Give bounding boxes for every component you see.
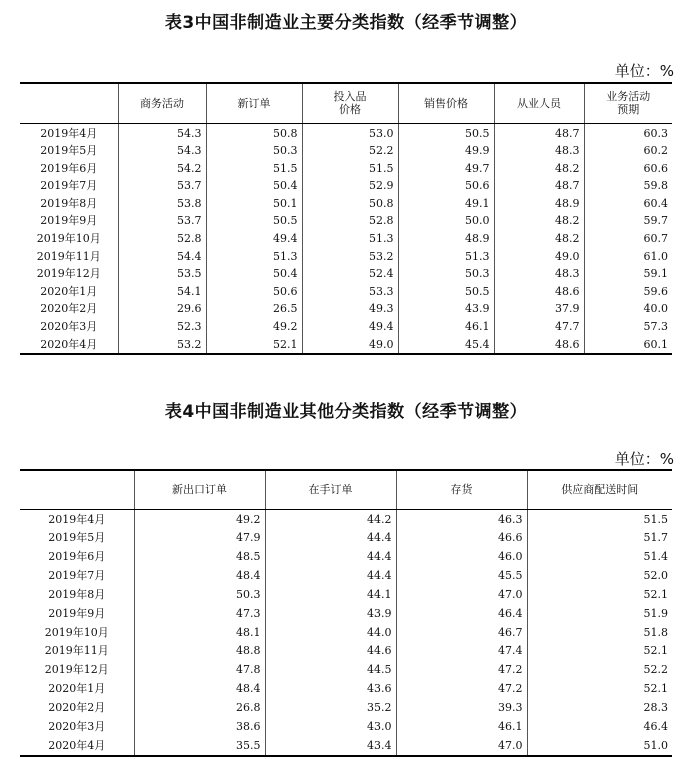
table-cell: 43.4	[265, 737, 396, 757]
table-cell: 61.0	[584, 248, 672, 266]
table-cell: 52.1	[527, 680, 672, 699]
table-cell: 54.3	[118, 142, 206, 160]
row-month-label: 2019年12月	[44, 663, 109, 677]
table-cell: 53.8	[118, 195, 206, 213]
table-cell: 53.3	[302, 283, 398, 301]
table-cell: 44.5	[265, 661, 396, 680]
table-row	[20, 195, 672, 213]
row-month-label: 2020年4月	[48, 738, 106, 752]
table-cell: 50.1	[206, 195, 302, 213]
table-cell: 35.5	[134, 737, 265, 757]
table-row	[20, 318, 672, 336]
row-month-label: 2019年9月	[48, 606, 106, 620]
table-cell: 44.2	[265, 509, 396, 529]
row-month-label: 2019年4月	[40, 126, 98, 140]
table-cell: 51.5	[527, 509, 672, 529]
table3-column-header: 投入品 价格	[302, 83, 398, 123]
table3-column-header: 商务活动	[118, 83, 206, 123]
table-cell: 54.1	[118, 283, 206, 301]
table-row	[20, 548, 672, 567]
table-cell: 44.6	[265, 642, 396, 661]
table-cell: 46.1	[398, 318, 494, 336]
row-month-label: 2019年7月	[40, 179, 98, 193]
table-row	[20, 300, 672, 318]
row-month-label: 2019年4月	[48, 512, 106, 526]
table-cell: 48.7	[494, 123, 584, 142]
table4	[20, 469, 672, 757]
table-cell: 48.2	[494, 212, 584, 230]
row-month-label: 2020年4月	[40, 337, 98, 351]
table3-unit-label: 单位：%	[614, 62, 674, 80]
table-cell: 26.5	[206, 300, 302, 318]
table-cell: 44.4	[265, 567, 396, 586]
table-cell: 48.8	[134, 642, 265, 661]
row-month-label: 2019年8月	[40, 196, 98, 210]
table-cell: 50.8	[302, 195, 398, 213]
table-row	[20, 509, 672, 529]
table-row	[20, 248, 672, 266]
table-cell: 52.0	[527, 567, 672, 586]
table3-header	[20, 83, 672, 123]
table-cell: 47.3	[134, 605, 265, 624]
table-cell: 59.1	[584, 265, 672, 283]
table-cell: 48.3	[494, 142, 584, 160]
table-cell: 53.7	[118, 212, 206, 230]
table-cell: 60.7	[584, 230, 672, 248]
table-row	[20, 123, 672, 142]
table-cell: 46.4	[396, 605, 527, 624]
table3-column-header: 新订单	[206, 83, 302, 123]
table-cell: 49.9	[398, 142, 494, 160]
row-month-label: 2019年10月	[44, 625, 109, 639]
table3	[20, 82, 672, 355]
table-cell: 53.2	[302, 248, 398, 266]
table-cell: 48.2	[494, 160, 584, 178]
row-month-label: 2019年11月	[44, 644, 109, 658]
table-cell: 50.6	[398, 177, 494, 195]
table-cell: 50.8	[206, 123, 302, 142]
row-month-label: 2019年5月	[40, 144, 98, 158]
row-month-label: 2020年3月	[40, 320, 98, 334]
table-row	[20, 586, 672, 605]
table-cell: 45.5	[396, 567, 527, 586]
row-month-label: 2020年2月	[48, 700, 106, 714]
table-cell: 44.4	[265, 548, 396, 567]
table-cell: 49.0	[302, 336, 398, 355]
table-cell: 52.8	[118, 230, 206, 248]
table-row	[20, 567, 672, 586]
table-row	[20, 605, 672, 624]
table4-column-header: 新出口订单	[134, 470, 265, 509]
table-cell: 46.0	[396, 548, 527, 567]
table3-title: 表3中国非制造业主要分类指数（经季节调整）	[164, 13, 528, 33]
table-cell: 43.6	[265, 680, 396, 699]
table-cell: 57.3	[584, 318, 672, 336]
table-cell: 46.1	[396, 718, 527, 737]
table-cell: 59.6	[584, 283, 672, 301]
table-cell: 52.3	[118, 318, 206, 336]
row-month-label: 2019年6月	[40, 161, 98, 175]
table-cell: 52.9	[302, 177, 398, 195]
table3-column-header: 从业人员	[494, 83, 584, 123]
table-cell: 49.4	[302, 318, 398, 336]
table-cell: 50.5	[206, 212, 302, 230]
table4-column-header: 存货	[396, 470, 527, 509]
table-cell: 53.7	[118, 177, 206, 195]
table-row	[20, 737, 672, 757]
table-row	[20, 160, 672, 178]
table-cell: 54.3	[118, 123, 206, 142]
table4-title: 表4中国非制造业其他分类指数（经季节调整）	[164, 402, 528, 422]
table-cell: 46.4	[527, 718, 672, 737]
table-cell: 49.7	[398, 160, 494, 178]
table-cell: 28.3	[527, 699, 672, 718]
table-cell: 60.1	[584, 336, 672, 355]
table-cell: 52.8	[302, 212, 398, 230]
table-cell: 50.4	[206, 265, 302, 283]
table-cell: 50.3	[206, 142, 302, 160]
table-cell: 47.2	[396, 661, 527, 680]
row-month-label: 2019年9月	[40, 214, 98, 228]
table-cell: 51.9	[527, 605, 672, 624]
table4-body	[20, 509, 672, 756]
table3-column-header: 业务活动 预期	[584, 83, 672, 123]
table-cell: 49.2	[134, 509, 265, 529]
table3-body	[20, 123, 672, 354]
table-cell: 50.3	[134, 586, 265, 605]
row-month-label: 2020年1月	[48, 682, 106, 696]
table4-header-row	[20, 470, 672, 509]
table-row	[20, 336, 672, 355]
row-month-label: 2019年10月	[36, 232, 101, 246]
table-row	[20, 529, 672, 548]
row-month-label: 2019年7月	[48, 569, 106, 583]
table-cell: 54.2	[118, 160, 206, 178]
table-cell: 53.2	[118, 336, 206, 355]
table-cell: 50.5	[398, 123, 494, 142]
table-cell: 52.1	[527, 586, 672, 605]
table-row	[20, 142, 672, 160]
table-cell: 46.3	[396, 509, 527, 529]
table-cell: 52.2	[302, 142, 398, 160]
table-row	[20, 230, 672, 248]
table-cell: 48.3	[494, 265, 584, 283]
table-cell: 60.6	[584, 160, 672, 178]
table-cell: 51.5	[302, 160, 398, 178]
table-row	[20, 661, 672, 680]
table-cell: 48.4	[134, 567, 265, 586]
table-cell: 49.4	[206, 230, 302, 248]
table4-unit-label: 单位：%	[614, 450, 674, 468]
table-cell: 43.9	[398, 300, 494, 318]
table-cell: 59.7	[584, 212, 672, 230]
table-cell: 44.0	[265, 624, 396, 643]
table-row	[20, 680, 672, 699]
row-month-label: 2019年5月	[48, 531, 106, 545]
table-cell: 50.3	[398, 265, 494, 283]
table-cell: 51.3	[302, 230, 398, 248]
table4-column-header	[20, 470, 134, 509]
table-cell: 47.4	[396, 642, 527, 661]
table-cell: 47.0	[396, 737, 527, 757]
table-row	[20, 718, 672, 737]
table-cell: 44.1	[265, 586, 396, 605]
table-cell: 47.2	[396, 680, 527, 699]
table-cell: 46.7	[396, 624, 527, 643]
table-row	[20, 699, 672, 718]
table-cell: 54.4	[118, 248, 206, 266]
table-cell: 47.7	[494, 318, 584, 336]
table-cell: 52.1	[206, 336, 302, 355]
table-cell: 49.0	[494, 248, 584, 266]
table-cell: 60.4	[584, 195, 672, 213]
table-cell: 48.9	[494, 195, 584, 213]
row-month-label: 2019年8月	[48, 587, 106, 601]
table-cell: 43.9	[265, 605, 396, 624]
table-cell: 51.5	[206, 160, 302, 178]
table-cell: 37.9	[494, 300, 584, 318]
table-cell: 26.8	[134, 699, 265, 718]
table-cell: 43.0	[265, 718, 396, 737]
table-cell: 52.4	[302, 265, 398, 283]
table-cell: 35.2	[265, 699, 396, 718]
table-cell: 49.2	[206, 318, 302, 336]
table-cell: 53.0	[302, 123, 398, 142]
table-row	[20, 212, 672, 230]
table4-column-header: 在手订单	[265, 470, 396, 509]
table3-column-header: 销售价格	[398, 83, 494, 123]
table-cell: 40.0	[584, 300, 672, 318]
row-month-label: 2020年1月	[40, 284, 98, 298]
table-cell: 39.3	[396, 699, 527, 718]
table-cell: 51.7	[527, 529, 672, 548]
table-cell: 50.4	[206, 177, 302, 195]
table-row	[20, 283, 672, 301]
table-cell: 45.4	[398, 336, 494, 355]
table-cell: 51.8	[527, 624, 672, 643]
table-cell: 60.2	[584, 142, 672, 160]
row-month-label: 2019年12月	[36, 267, 101, 281]
table-cell: 47.8	[134, 661, 265, 680]
table-cell: 51.3	[206, 248, 302, 266]
table-cell: 52.2	[527, 661, 672, 680]
table-cell: 46.6	[396, 529, 527, 548]
table-cell: 48.9	[398, 230, 494, 248]
table-row	[20, 642, 672, 661]
table4-column-header: 供应商配送时间	[527, 470, 672, 509]
table-row	[20, 624, 672, 643]
table-cell: 48.5	[134, 548, 265, 567]
table-cell: 52.1	[527, 642, 672, 661]
table-cell: 44.4	[265, 529, 396, 548]
table-cell: 50.5	[398, 283, 494, 301]
row-month-label: 2020年2月	[40, 302, 98, 316]
table-cell: 51.4	[527, 548, 672, 567]
table-cell: 51.3	[398, 248, 494, 266]
table-cell: 49.1	[398, 195, 494, 213]
row-month-label: 2020年3月	[48, 719, 106, 733]
table-cell: 48.1	[134, 624, 265, 643]
table4-header	[20, 470, 672, 509]
table-cell: 59.8	[584, 177, 672, 195]
table-cell: 53.5	[118, 265, 206, 283]
table-cell: 50.0	[398, 212, 494, 230]
table-row	[20, 265, 672, 283]
table-cell: 47.9	[134, 529, 265, 548]
table-cell: 48.7	[494, 177, 584, 195]
table-cell: 48.6	[494, 336, 584, 355]
table-row	[20, 177, 672, 195]
table-cell: 48.6	[494, 283, 584, 301]
table-cell: 47.0	[396, 586, 527, 605]
table-cell: 60.3	[584, 123, 672, 142]
table3-column-header	[20, 83, 118, 123]
table-cell: 49.3	[302, 300, 398, 318]
table-cell: 48.2	[494, 230, 584, 248]
row-month-label: 2019年11月	[36, 249, 101, 263]
row-month-label: 2019年6月	[48, 550, 106, 564]
table-cell: 50.6	[206, 283, 302, 301]
table3-header-row	[20, 83, 672, 123]
table-cell: 48.4	[134, 680, 265, 699]
table-cell: 51.0	[527, 737, 672, 757]
table-cell: 29.6	[118, 300, 206, 318]
table-cell: 38.6	[134, 718, 265, 737]
